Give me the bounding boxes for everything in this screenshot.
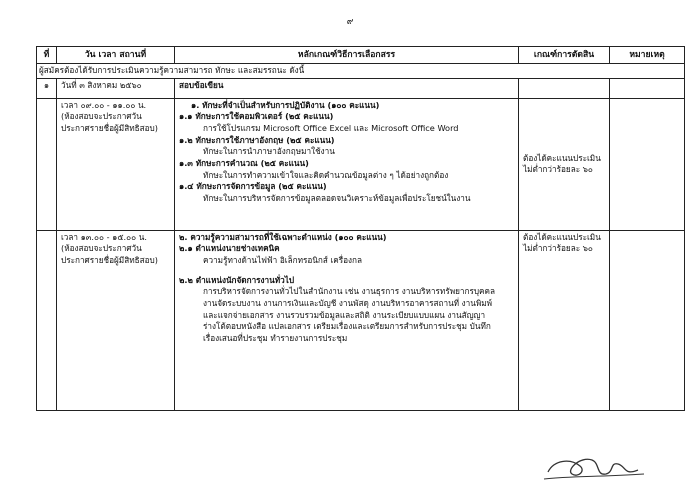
- empty-cell: [519, 78, 610, 98]
- criteria-text: ต้องได้คะแนนประเมิน: [523, 231, 601, 242]
- empty-cell: [37, 230, 57, 410]
- header-judgement: เกณฑ์การตัดสิน: [519, 47, 610, 64]
- session-place: ประกาศรายชื่อผู้มีสิทธิสอบ): [61, 123, 158, 134]
- session-place: ประกาศรายชื่อผู้มีสิทธิสอบ): [61, 255, 158, 266]
- item-desc: ทักษะในการนำภาษาอังกฤษมาใช้งาน: [203, 146, 335, 157]
- criteria-text: ไม่ต่ำกว่าร้อยละ ๖๐: [523, 243, 593, 254]
- afternoon-session: [57, 230, 175, 410]
- session-place: (ห้องสอบจะประกาศวัน: [61, 243, 142, 254]
- item-title: ๑.๓ ทักษะการคำนวณ (๒๕ คะแนน): [179, 158, 309, 169]
- signature: [540, 446, 650, 486]
- criteria-text: ไม่ต่ำกว่าร้อยละ ๖๐: [523, 164, 593, 175]
- item-desc: ความรู้ทางด้านไฟฟ้า อิเล็กทรอนิกส์ เครื่องกล: [203, 255, 363, 266]
- table-row: [37, 98, 685, 230]
- item-title: ๑.๔ ทักษะการจัดการข้อมูล (๒๕ คะแนน): [179, 181, 327, 192]
- session-time: เวลา ๑๓.๐๐ - ๑๕.๐๐ น.: [61, 231, 147, 242]
- empty-cell: [37, 98, 57, 230]
- item-desc: ทักษะในการทำความเข้าใจและคิดคำนวณข้อมูลต่าง ๆ ได้อย่างถูกต้อง: [203, 169, 449, 180]
- intro-text: ผู้สมัครต้องได้รับการประเมินความรู้ความสามารถ ทักษะ และสมรรถนะ ดังนี้: [37, 64, 685, 79]
- empty-cell: [610, 98, 685, 230]
- page-number: ๙: [346, 17, 354, 27]
- item-title: ๑.๒ ทักษะการใช้ภาษาอังกฤษ (๒๕ คะแนน): [179, 134, 335, 145]
- selection-criteria-table: [36, 46, 685, 411]
- header-date: วัน เวลา สถานที่: [57, 47, 175, 64]
- criteria-cell: [519, 98, 610, 230]
- criteria-cell: [519, 230, 610, 410]
- empty-cell: [610, 78, 685, 98]
- item-desc: การบริหารจัดการงานทั่วไปในสำนักงาน เช่น งานธุรการ งานบริหารทรัพยากรบุคคล: [203, 286, 496, 297]
- table-header-row: [37, 47, 685, 64]
- item-title: ๑.๑ ทักษะการใช้คอมพิวเตอร์ (๒๕ คะแนน): [179, 111, 334, 122]
- item-desc: เรื่องเสนอที่ประชุม ทำรายงานการประชุม: [203, 332, 348, 343]
- header-remark: หมายเหตุ: [610, 47, 685, 64]
- section-knowledge: [175, 230, 519, 410]
- criteria-text: ต้องได้คะแนนประเมิน: [523, 152, 601, 163]
- item-title: ๒.๒ ตำแหน่งนักจัดการงานทั่วไป: [179, 274, 295, 285]
- session-place: (ห้องสอบจะประกาศวัน: [61, 111, 142, 122]
- section-title: ๒. ความรู้ความสามารถที่ใช้เฉพาะตำแหน่ง (๑๐๐ คะแนน): [179, 231, 387, 242]
- exam-date: วันที่ ๓ สิงหาคม ๒๕๖๐: [57, 78, 175, 98]
- item-desc: ร่างโต้ตอบหนังสือ แปลเอกสาร เตรียมเรื่องและเตรียมการสำหรับการประชุม บันทึก: [203, 321, 491, 332]
- item-desc: งานจัดระบบงาน งานการเงินและบัญชี งานพัสดุ งานบริหารอาคารสถานที่ งานพิมพ์: [203, 298, 493, 309]
- header-no: ที่: [37, 47, 57, 64]
- section-skills: [175, 98, 519, 230]
- item-desc: การใช้โปรแกรม Microsoft Office Excel และ Microsoft Office Word: [203, 123, 459, 134]
- table-row: [37, 230, 685, 410]
- item-desc: และแจกจ่ายเอกสาร งานรวบรวมข้อมูลและสถิติ งานระเบียบแบบแผน งานสัญญา: [203, 309, 486, 320]
- intro-row: [37, 64, 685, 79]
- section-title: ๑. ทักษะที่จำเป็นสำหรับการปฏิบัติงาน (๑๐๐ คะแนน): [191, 99, 380, 110]
- session-time: เวลา ๐๙.๐๐ - ๑๑.๐๐ น.: [61, 99, 147, 110]
- table-row: [37, 78, 685, 98]
- exam-method: สอบข้อเขียน: [175, 78, 519, 98]
- header-criteria: หลักเกณฑ์วิธีการเลือกสรร: [175, 47, 519, 64]
- item-desc: ทักษะในการบริหารจัดการข้อมูลตลอดจนวิเคราะห์ข้อมูลเพื่อประโยชน์ในงาน: [203, 192, 471, 203]
- row-number: ๑: [37, 78, 57, 98]
- morning-session: [57, 98, 175, 230]
- empty-cell: [610, 230, 685, 410]
- item-title: ๒.๑ ตำแหน่งนายช่างเทคนิค: [179, 243, 280, 254]
